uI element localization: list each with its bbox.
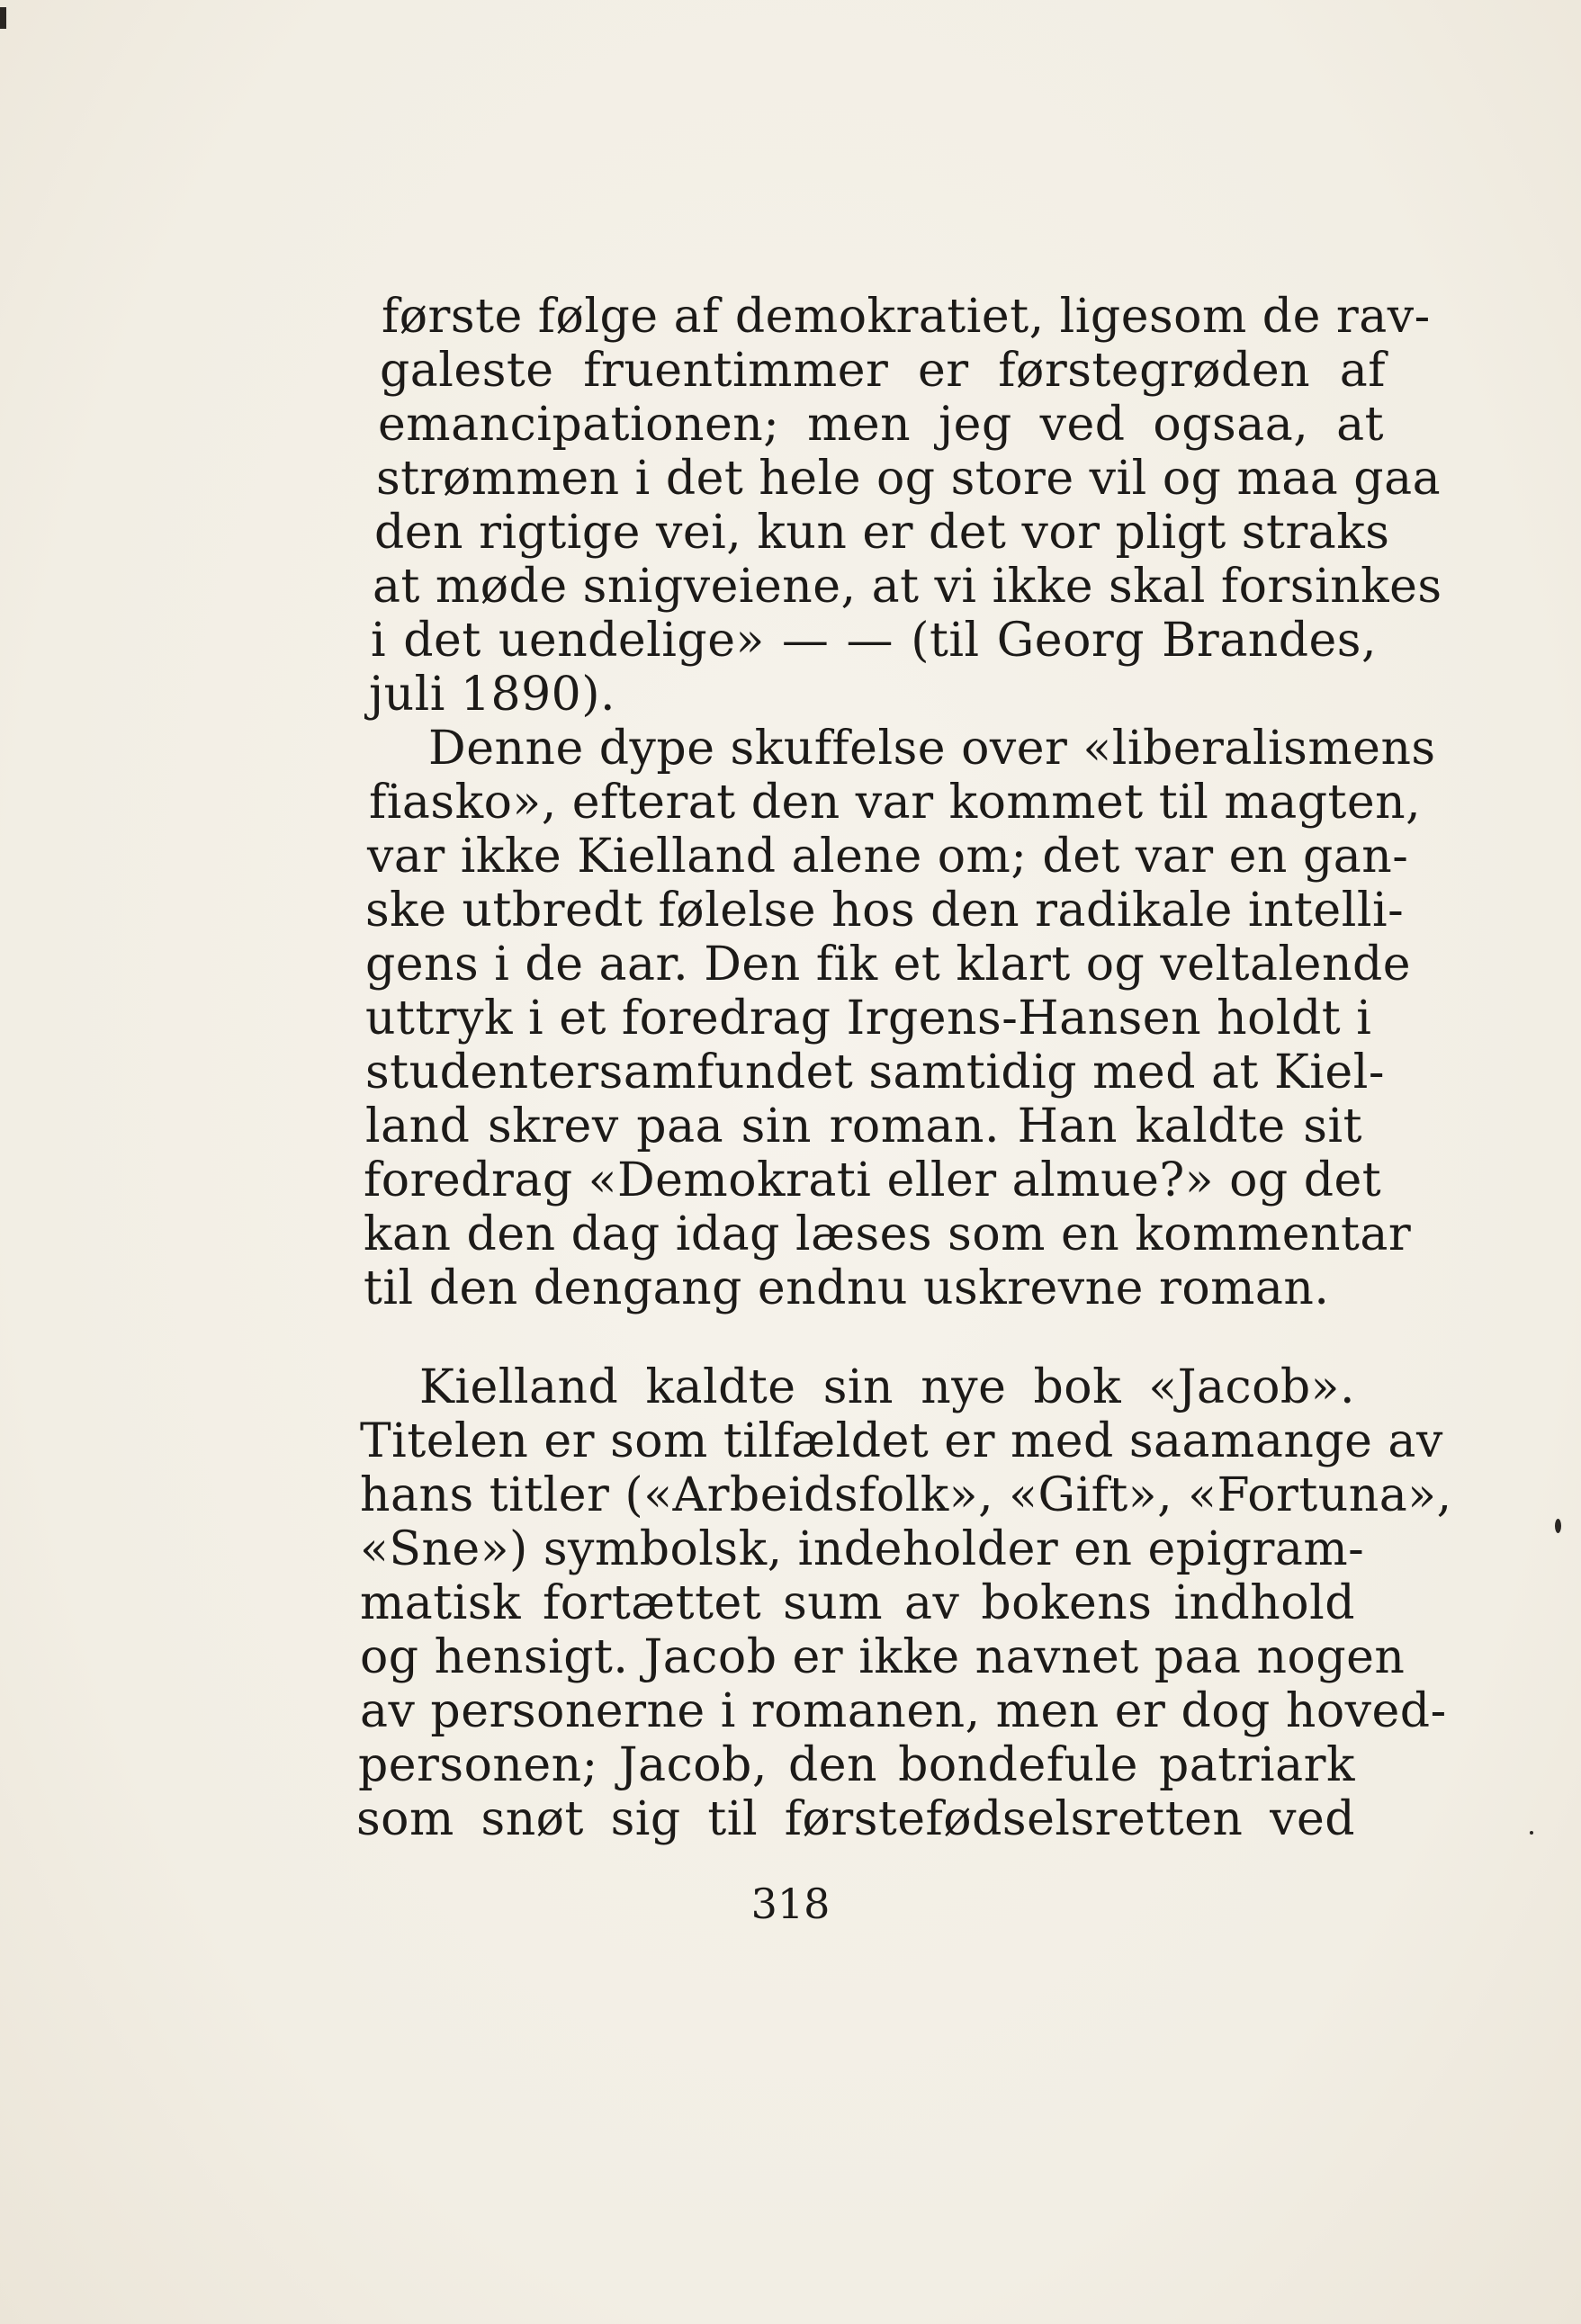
text-line: fiasko», efterat den var kommet til magten,: [369, 776, 1422, 830]
text-line: strømmen i det hele og store vil og maa gaa: [376, 452, 1442, 506]
text-line: emancipationen; men jeg ved ogsaa, at: [378, 398, 1384, 452]
text-line: at møde snigveiene, at vi ikke skal forsinkes: [373, 560, 1442, 614]
text-line: matisk fortættet sum av bokens indhold: [360, 1576, 1355, 1630]
paragraph-first-line: Denne dype skuffelse over «liberalismens: [428, 722, 1436, 776]
text-line: hans titler («Arbeidsfolk», «Gift», «Fortuna»,: [360, 1468, 1452, 1522]
text-line: og hensigt. Jacob er ikke navnet paa nogen: [360, 1630, 1406, 1684]
text-line: galeste fruentimmer er førstegrøden af: [380, 344, 1386, 398]
text-line: Titelen er som tilfældet er med saamange av: [360, 1414, 1443, 1468]
text-line: til den dengang endnu uskrevne roman.: [364, 1261, 1330, 1315]
text-line: første følge af demokratiet, ligesom de rav-: [382, 290, 1431, 344]
text-line: «Sne») symbolsk, indeholder en epigram-: [360, 1522, 1365, 1576]
text-line: studentersamfundet samtidig med at Kiel-: [365, 1045, 1385, 1099]
text-line: av personerne i romanen, men er dog hoved-: [360, 1684, 1447, 1738]
text-line: i det uendelige» — — (til Georg Brandes,: [371, 614, 1377, 668]
text-line: var ikke Kielland alene om; det var en gan-: [367, 830, 1409, 884]
text-line: juli 1890).: [369, 668, 616, 722]
text-line: ske utbredt følelse hos den radikale intelli-: [365, 884, 1405, 938]
text-line: land skrev paa sin roman. Han kaldte sit: [365, 1099, 1362, 1153]
text-line: gens i de aar. Den fik et klart og veltalende: [365, 938, 1412, 992]
text-line: den rigtige vei, kun er det vor pligt straks: [374, 506, 1390, 560]
text-line: foredrag «Demokrati eller almue?» og det: [364, 1153, 1382, 1207]
text-line: uttryk i et foredrag Irgens-Hansen holdt i: [365, 992, 1372, 1045]
text-line: personen; Jacob, den bondefule patriark: [358, 1738, 1355, 1792]
paragraph-first-line: Kielland kaldte sin nye bok «Jacob».: [419, 1360, 1355, 1414]
text-line: som snøt sig til førstefødselsretten ved: [356, 1792, 1355, 1846]
page-number: 318: [750, 1880, 831, 1928]
text-line: kan den dag idag læses som en kommentar: [364, 1207, 1412, 1261]
